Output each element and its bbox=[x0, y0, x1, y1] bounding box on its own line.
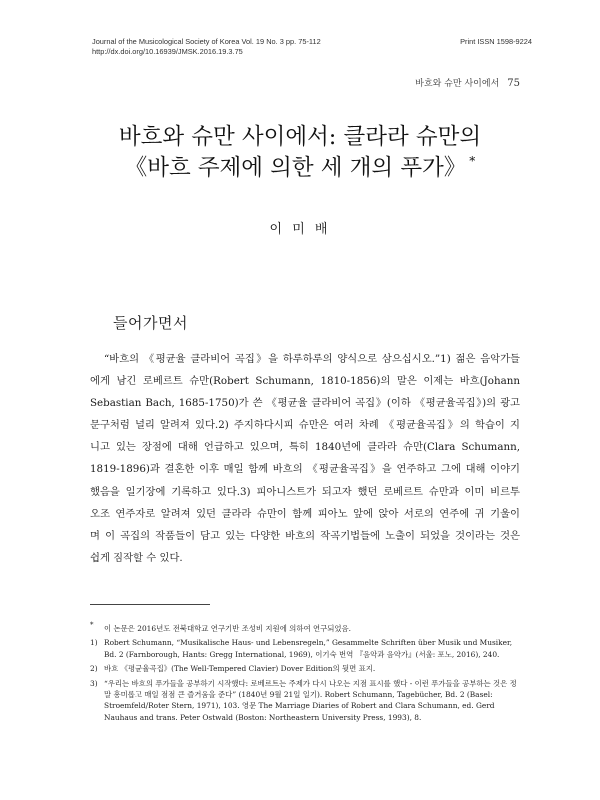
footnote-item bbox=[90, 678, 522, 724]
body-line: 며 이 곡집의 작품들이 담고 있는 다양한 바흐의 작곡기법들에 노출이 되었을 것이라는 것은 bbox=[90, 529, 520, 542]
body-line: Sebastian Bach, 1685-1750)가 쓴 《평균율 클라비어 곡집》(이하 《평균율곡집》)의 광고 bbox=[90, 397, 520, 410]
journal-citation: Journal of the Musicological Society of Korea Vol. 19 No. 3 pp. 75-112 bbox=[92, 37, 321, 46]
footnote-item bbox=[90, 623, 522, 634]
footnote-text: 이 논문은 2016년도 전북대학교 연구기반 조성비 지원에 의하여 연구되었음. bbox=[104, 624, 351, 633]
doi-link[interactable]: http://dx.doi.org/10.16939/JMSK.2016.19.3.75 bbox=[92, 47, 243, 56]
author-name: 이 미 배 bbox=[269, 222, 331, 237]
title-line-2-text: 《바흐 주제에 의한 세 개의 푸가》 bbox=[124, 155, 467, 181]
running-title: 바흐와 슈만 사이에서 bbox=[415, 79, 500, 89]
footnote-marker: * bbox=[90, 621, 94, 629]
footnotes bbox=[90, 623, 522, 726]
footnote-text: Robert Schumann, “Musikalische Haus- und Lebensregeln,” Gesammelte Schriften über Musik und Musiker, Bd. 2 (Farnborough, Hants: Gregg International, 1969), 이기숙 번역 『음악과 음악가』(서울: 포노, 2016), 240. bbox=[104, 638, 513, 659]
page-number: 75 bbox=[507, 78, 520, 89]
body-line: 니고 있는 장점에 대해 언급하고 있으며, 특히 1840년에 클라라 슈만(Clara Schumann, bbox=[90, 441, 520, 454]
body-line: 오조 연주자로 알려져 있던 클라라 슈만이 함께 피아노 앞에 앉아 서로의 연주에 귀 기울이 bbox=[90, 507, 520, 520]
footnote-marker: 2) bbox=[90, 664, 98, 674]
running-header bbox=[415, 76, 520, 89]
footnote-divider bbox=[90, 604, 210, 605]
footnote-marker: 3) bbox=[90, 678, 98, 688]
footnote-text: “우리는 바흐의 푸가들을 공부하기 시작했다: 로베르트는 주제가 다시 나오는 지점 표시를 했다 - 이런 푸가들을 공부하는 것은 정말 흥미롭고 매일 점점 큰 즐거움을 준다” (1840년 9월 21일 일기). Robert Schumann, Tagebücher, Bd. 2 (Basel: Stroemfeld/Roter Stern, 1971), 103. 영문 The Marriage Diaries of Robert and Clara Schumann, ed. Gerd Nauhaus and trans. Peter Ostwald (Boston: Northeastern University Press, 1993), 8. bbox=[104, 678, 517, 722]
journal-header bbox=[92, 37, 432, 57]
section-heading: 들어가면서 bbox=[113, 314, 188, 332]
footnote-text: 바흐 《평균율곡집》(The Well-Tempered Clavier) Dover Edition의 뒷면 표지. bbox=[104, 664, 376, 674]
issn-label: Print ISSN 1598-9224 bbox=[460, 37, 532, 46]
title-footnote-mark[interactable]: * bbox=[469, 154, 476, 168]
title-line-2 bbox=[80, 153, 520, 187]
article-title bbox=[80, 122, 520, 187]
body-line: “바흐의 《평균율 클라비어 곡집》을 하루하루의 양식으로 삼으십시오.”1) 젊은 음악가들 bbox=[104, 353, 520, 365]
body-line: 에게 남긴 로베르트 슈만(Robert Schumann, 1810-1856)의 말은 이제는 바흐(Johann bbox=[90, 375, 520, 388]
footnote-item bbox=[90, 663, 522, 674]
body-line: 쉽게 짐작할 수 있다. bbox=[90, 551, 183, 564]
body-line: 문구처럼 널리 알려져 있다.2) 주지하다시피 슈만은 여러 차례 《평균율곡집》의 학습이 지 bbox=[90, 419, 520, 432]
body-line: 1819-1896)과 결혼한 이후 매일 함께 바흐의 《평균율곡집》을 연주하고 그에 대해 이야기 bbox=[90, 463, 520, 476]
body-line: 했음을 일기장에 기록하고 있다.3) 피아니스트가 되고자 했던 로베르트 슈만과 이미 비르투 bbox=[90, 485, 520, 498]
footnote-marker: 1) bbox=[90, 638, 98, 648]
body-text bbox=[90, 348, 520, 569]
footnote-item bbox=[90, 637, 522, 660]
title-line-1: 바흐와 슈만 사이에서: 클라라 슈만의 bbox=[118, 124, 482, 150]
